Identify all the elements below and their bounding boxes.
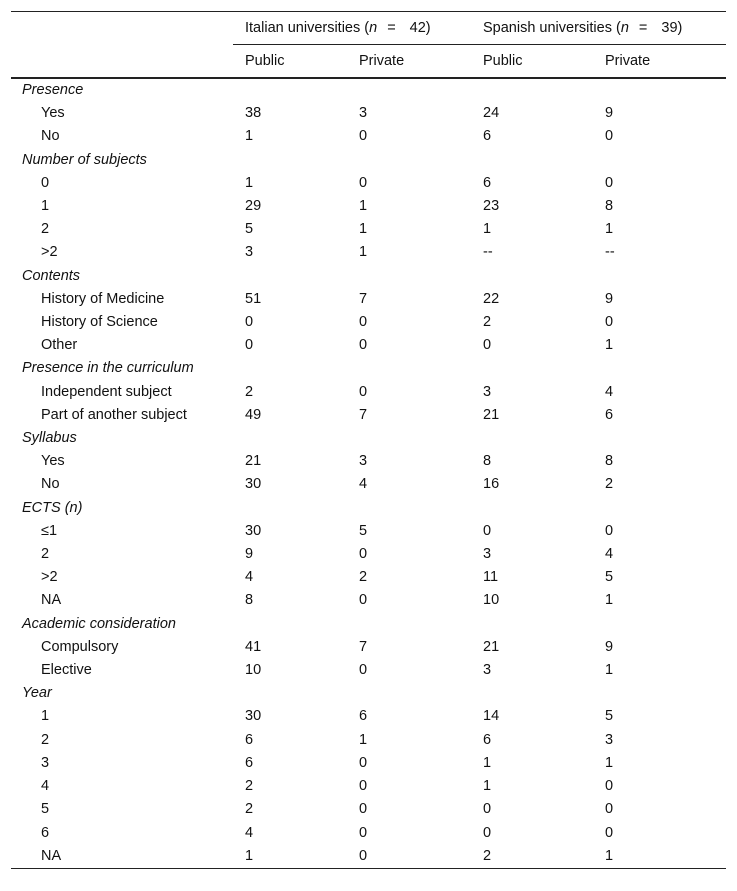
cell-spanish-public: 11 xyxy=(483,569,499,586)
cell-spanish-public: 2 xyxy=(471,845,593,869)
cell-italian-public: 41 xyxy=(245,638,262,655)
table-row xyxy=(11,822,726,845)
cell-spanish-public: 2 xyxy=(483,314,492,331)
cell-spanish-public: 22 xyxy=(483,290,500,307)
row-label: History of Science xyxy=(41,314,158,331)
cell-italian-public: 0 xyxy=(245,314,254,331)
cell-italian-public: 9 xyxy=(245,546,254,563)
row-label: Compulsory xyxy=(41,638,119,655)
cell-italian-private: 0 xyxy=(359,754,368,771)
cell-spanish-private: 9 xyxy=(605,290,614,307)
col-header-italian-public: Public xyxy=(233,45,347,79)
cell-italian-public: 6 xyxy=(245,731,254,748)
cell-spanish-private: 0 xyxy=(605,801,614,818)
cell-spanish-private: 1 xyxy=(593,845,726,869)
row-label: 1 xyxy=(41,708,50,725)
cell-spanish-public: 10 xyxy=(483,592,500,609)
cell-spanish-public: 1 xyxy=(483,754,492,771)
cell-spanish-private: 0 xyxy=(605,522,614,539)
cell-spanish-public: 6 xyxy=(483,128,492,145)
row-label: ≤1 xyxy=(41,522,58,539)
cell-spanish-private: 1 xyxy=(605,221,614,238)
cell-spanish-private: 1 xyxy=(605,592,614,609)
table-row xyxy=(11,195,726,218)
cell-italian-private: 3 xyxy=(359,105,368,122)
table-row xyxy=(11,798,726,821)
group-header-italian xyxy=(233,12,471,45)
table-row xyxy=(11,381,726,404)
table-row xyxy=(11,218,726,241)
cell-italian-public: 1 xyxy=(233,845,347,869)
data-table xyxy=(11,11,726,869)
cell-italian-public: 6 xyxy=(245,754,254,771)
col-header-spanish-private: Private xyxy=(593,45,726,79)
section-title: Year xyxy=(22,685,52,702)
cell-italian-private: 1 xyxy=(359,198,368,215)
cell-italian-public: 1 xyxy=(245,128,254,145)
cell-spanish-public: 1 xyxy=(483,778,492,795)
cell-italian-private: 6 xyxy=(359,708,368,725)
cell-italian-public: 2 xyxy=(245,801,254,818)
group-n-symbol: n xyxy=(369,20,378,36)
cell-spanish-public: -- xyxy=(483,244,493,261)
cell-italian-private: 0 xyxy=(359,337,368,354)
row-label: 5 xyxy=(41,801,50,818)
cell-italian-private: 0 xyxy=(359,592,368,609)
section-row xyxy=(11,682,726,705)
cell-spanish-private: 1 xyxy=(605,337,614,354)
row-label: >2 xyxy=(41,244,58,261)
table-row xyxy=(11,311,726,334)
cell-italian-public: 4 xyxy=(245,569,254,586)
section-title: Presence in the curriculum xyxy=(22,360,194,377)
section-row xyxy=(11,78,726,102)
section-row xyxy=(11,357,726,380)
table-row xyxy=(11,543,726,566)
cell-spanish-public: 8 xyxy=(483,453,492,470)
cell-italian-public: 3 xyxy=(245,244,254,261)
cell-spanish-private: 0 xyxy=(605,128,614,145)
section-row xyxy=(11,149,726,172)
table-row xyxy=(11,775,726,798)
cell-spanish-public: 24 xyxy=(483,105,500,122)
cell-spanish-public: 0 xyxy=(483,522,492,539)
table-row xyxy=(11,729,726,752)
row-label: NA xyxy=(11,845,233,869)
group-equals: = xyxy=(638,20,648,36)
sub-header-row xyxy=(11,45,726,79)
cell-spanish-private: 9 xyxy=(605,105,614,122)
cell-spanish-private: 4 xyxy=(605,546,614,563)
cell-italian-private: 0 xyxy=(359,314,368,331)
cell-italian-public: 2 xyxy=(245,778,254,795)
section-title: ECTS (n) xyxy=(22,499,83,516)
row-label: 2 xyxy=(41,731,50,748)
cell-italian-public: 21 xyxy=(245,453,262,470)
row-label: Elective xyxy=(41,662,92,679)
group-header-spanish xyxy=(471,12,726,45)
cell-spanish-public: 1 xyxy=(483,221,492,238)
col-header-italian-private: Private xyxy=(347,45,471,79)
section-row xyxy=(11,265,726,288)
table-row xyxy=(11,566,726,589)
cell-spanish-public: 23 xyxy=(483,198,500,215)
section-row xyxy=(11,427,726,450)
section-row xyxy=(11,497,726,520)
cell-spanish-public: 21 xyxy=(483,406,500,423)
table-row xyxy=(11,102,726,125)
row-label: No xyxy=(41,128,60,145)
row-label: 2 xyxy=(41,221,50,238)
cell-spanish-public: 0 xyxy=(483,824,492,841)
row-label: 2 xyxy=(41,546,50,563)
cell-italian-public: 49 xyxy=(245,406,262,423)
cell-spanish-private: 1 xyxy=(605,662,614,679)
cell-spanish-private: 0 xyxy=(605,174,614,191)
cell-italian-private: 5 xyxy=(359,522,368,539)
cell-spanish-public: 3 xyxy=(483,383,492,400)
section-title: Academic consideration xyxy=(22,615,176,632)
row-label: 6 xyxy=(41,824,50,841)
cell-spanish-private: 9 xyxy=(605,638,614,655)
cell-spanish-public: 21 xyxy=(483,638,500,655)
group-label: Spanish universities ( xyxy=(483,20,621,36)
table-row xyxy=(11,520,726,543)
cell-italian-private: 3 xyxy=(359,453,368,470)
cell-italian-private: 0 xyxy=(359,801,368,818)
cell-spanish-public: 14 xyxy=(483,708,500,725)
cell-italian-public: 51 xyxy=(245,290,262,307)
cell-italian-public: 30 xyxy=(245,708,262,725)
cell-italian-private: 0 xyxy=(359,128,368,145)
table-row xyxy=(11,404,726,427)
table-row xyxy=(11,172,726,195)
cell-italian-public: 10 xyxy=(245,662,262,679)
cell-spanish-public: 3 xyxy=(483,546,492,563)
cell-italian-private: 0 xyxy=(347,845,471,869)
table-row xyxy=(11,659,726,682)
group-n-value: 39) xyxy=(661,20,683,36)
cell-italian-public: 4 xyxy=(245,824,254,841)
cell-spanish-private: 3 xyxy=(605,731,614,748)
cell-italian-private: 4 xyxy=(359,476,368,493)
cell-italian-public: 30 xyxy=(245,476,262,493)
table-row xyxy=(11,241,726,264)
cell-italian-private: 1 xyxy=(359,244,368,261)
cell-italian-public: 2 xyxy=(245,383,254,400)
cell-spanish-private: 0 xyxy=(605,314,614,331)
cell-spanish-public: 6 xyxy=(483,174,492,191)
cell-italian-private: 7 xyxy=(359,290,368,307)
group-n-symbol: n xyxy=(620,20,629,36)
cell-spanish-private: 2 xyxy=(605,476,614,493)
table-row xyxy=(11,845,726,869)
cell-spanish-public: 3 xyxy=(483,662,492,679)
group-n-value: 42) xyxy=(409,20,431,36)
cell-italian-public: 5 xyxy=(245,221,254,238)
cell-spanish-private: 8 xyxy=(605,453,614,470)
cell-italian-public: 1 xyxy=(245,174,254,191)
table-row xyxy=(11,125,726,148)
cell-spanish-private: 5 xyxy=(605,708,614,725)
cell-italian-public: 0 xyxy=(245,337,254,354)
data-table-container xyxy=(11,11,726,869)
cell-italian-private: 0 xyxy=(359,546,368,563)
section-row xyxy=(11,613,726,636)
section-title: Syllabus xyxy=(22,430,77,447)
group-equals: = xyxy=(387,20,396,36)
row-label: NA xyxy=(41,592,62,609)
corner-cell xyxy=(11,12,233,45)
cell-italian-public: 30 xyxy=(245,522,262,539)
cell-spanish-public: 0 xyxy=(483,337,492,354)
cell-italian-private: 0 xyxy=(359,174,368,191)
cell-italian-private: 1 xyxy=(359,731,368,748)
cell-italian-private: 7 xyxy=(359,638,368,655)
row-label: History of Medicine xyxy=(41,290,165,307)
cell-spanish-private: 0 xyxy=(605,824,614,841)
cell-italian-private: 7 xyxy=(359,406,368,423)
cell-spanish-private: 1 xyxy=(605,754,614,771)
table-row xyxy=(11,288,726,311)
cell-italian-public: 29 xyxy=(245,198,262,215)
cell-italian-private: 1 xyxy=(359,221,368,238)
cell-italian-private: 0 xyxy=(359,383,368,400)
cell-italian-private: 0 xyxy=(359,824,368,841)
row-label: No xyxy=(41,476,60,493)
cell-italian-public: 8 xyxy=(245,592,254,609)
cell-italian-private: 0 xyxy=(359,662,368,679)
section-title: Contents xyxy=(22,267,81,284)
table-row xyxy=(11,636,726,659)
cell-italian-private: 2 xyxy=(359,569,368,586)
cell-italian-private: 0 xyxy=(359,778,368,795)
table-row xyxy=(11,752,726,775)
row-label: 1 xyxy=(41,198,50,215)
row-label: 0 xyxy=(41,174,50,191)
corner-cell xyxy=(11,45,233,79)
row-label: Other xyxy=(41,337,78,354)
row-label: Yes xyxy=(41,453,65,470)
cell-spanish-private: -- xyxy=(605,244,615,261)
row-label: >2 xyxy=(41,569,58,586)
table-row xyxy=(11,705,726,728)
table-row xyxy=(11,334,726,357)
table-row xyxy=(11,589,726,612)
section-title: Number of subjects xyxy=(22,151,147,168)
section-title: Presence xyxy=(22,82,84,98)
table-row xyxy=(11,450,726,473)
row-label: 3 xyxy=(41,754,50,771)
col-header-spanish-public: Public xyxy=(471,45,593,79)
row-label: Part of another subject xyxy=(41,406,187,423)
cell-italian-public: 38 xyxy=(245,105,262,122)
table-row xyxy=(11,473,726,496)
cell-spanish-public: 6 xyxy=(483,731,492,748)
cell-spanish-private: 0 xyxy=(605,778,614,795)
cell-spanish-public: 16 xyxy=(483,476,500,493)
group-label: Italian universities ( xyxy=(245,20,370,36)
row-label: 4 xyxy=(41,778,50,795)
cell-spanish-private: 6 xyxy=(605,406,614,423)
table-body xyxy=(11,78,726,868)
row-label: Yes xyxy=(41,105,65,122)
cell-spanish-private: 8 xyxy=(605,198,614,215)
cell-spanish-public: 0 xyxy=(483,801,492,818)
row-label: Independent subject xyxy=(41,383,172,400)
cell-spanish-private: 5 xyxy=(605,569,614,586)
group-header-row xyxy=(11,12,726,45)
cell-spanish-private: 4 xyxy=(605,383,614,400)
